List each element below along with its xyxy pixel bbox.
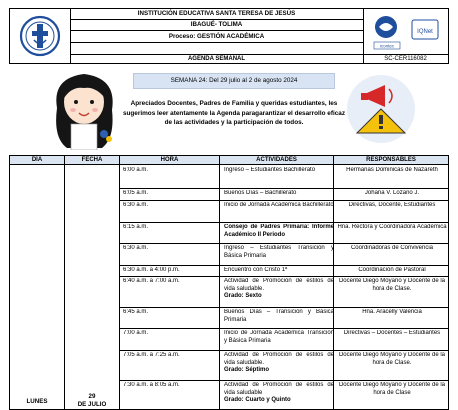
row-activity: Actividad de Promoción de estilos de vida saludable. Grado: Sexto: [224, 278, 334, 299]
doc-code: SC-CER116082: [384, 56, 427, 62]
row-time: 7:30 a.m. a 8:05 a.m.: [123, 382, 180, 388]
col-hora: HORA: [120, 156, 220, 166]
row-activity: Ingreso – Estudiantes Bachillerato: [224, 167, 316, 173]
table-header: [9, 155, 449, 165]
row-responsible: Docente Diego Moyano y Docente de la hora de Clase: [338, 382, 446, 396]
col-fecha: FECHA: [65, 156, 120, 166]
row-time: 6:15 a.m.: [123, 224, 149, 230]
date-number: 29: [88, 393, 96, 400]
row-activity: Ingreso – Estudiantes Transición y Básica Primaria: [224, 245, 334, 259]
row-activity: Actividad de Promoción de estilos de vida saludable. Grado: Séptimo: [224, 352, 334, 373]
col-dia: DÍA: [10, 156, 65, 166]
row-responsible: Directivas – Docentes – Estudiantes: [343, 330, 441, 336]
row-time: 6:05 a.m.: [123, 190, 149, 196]
row-responsible: Johana V. Lozano J.: [364, 190, 420, 196]
row-responsible: Docente Diego Moyano y Docente de la hora de Clase.: [338, 278, 446, 292]
col-actividades: ACTIVIDADES: [220, 156, 334, 166]
day-cell: LUNES: [26, 398, 48, 405]
row-activity: Buenos Días – Transición y Básica Primaria: [224, 309, 334, 323]
table-body: [9, 165, 449, 410]
col-responsables: RESPONSABLES: [366, 157, 416, 163]
girl-illustration-icon: [47, 68, 122, 150]
row-activity: Inicio de Jornada Académica Bachillerato: [224, 202, 334, 208]
institution-name: INSTITUCIÓN EDUCATIVA SANTA TERESA DE JESÚS: [70, 9, 363, 20]
welcome-message: Apreciados Docentes, Padres de Familia y queridas estudiantes, les sugerimos leer atentamente la Agenda paragarantizar el desarrollo eficaz de las actividades y la participación de todos.: [122, 100, 346, 126]
row-time: 6:30 a.m.: [123, 245, 149, 251]
week-banner: SEMANA 24: Del 29 julio al 2 de agosto 2024: [133, 73, 335, 89]
row-time: 7:00 a.m.: [123, 330, 149, 336]
certification-logos: [363, 9, 449, 54]
city: IBAGUÉ- TOLIMA: [70, 20, 363, 31]
row-time: 6:40 a.m. a 7:00 a.m.: [123, 278, 180, 284]
row-responsible: Directivas, Docente, Estudiantes: [348, 202, 436, 208]
row-time: 6:30 a.m.: [123, 202, 149, 208]
school-crest-icon: [10, 9, 71, 63]
svg-text:IQNet: IQNet: [417, 29, 433, 35]
row-activity: Inicio de Jornada Académica Transición y Básica Primaria: [224, 330, 334, 344]
iqnet-cert-icon: [412, 20, 438, 39]
doc-title: AGENDA SEMANAL: [70, 55, 364, 64]
row-time: 7:05 a.m. a 7:25 a.m.: [123, 352, 180, 358]
row-responsible: Hermanas Dominicas de Nazareth: [346, 167, 438, 173]
megaphone-warning-icon: [345, 73, 417, 145]
row-activity: Buenos Días – Bachillerato: [224, 190, 297, 196]
row-responsible: Docente Diego Moyano y Docente de la hora de Clase.: [338, 352, 446, 366]
row-activity-bold: Consejo de Padres Primaria: Informe Académico II Periodo: [224, 224, 334, 238]
row-responsible: Coordinadoras de Convivencia: [350, 245, 434, 251]
row-time: 6:45 a.m.: [123, 309, 149, 315]
row-responsible: Hna. Rectora y Coordinadora Académica: [337, 224, 447, 230]
row-time: 6:00 a.m.: [123, 167, 149, 173]
document-header: [9, 8, 449, 64]
process: Proceso: GESTIÓN ACADÉMICA: [70, 31, 363, 43]
row-activity: Actividad de Promoción de estilos de vida saludable Grado: Cuarto y Quinto: [224, 382, 334, 403]
row-responsible: Coordinación de Pastoral: [358, 267, 426, 273]
row-activity: Encuentro con Cristo 1ª: [224, 267, 288, 273]
date-month: DE JULIO: [77, 401, 107, 408]
svg-text:icontec: icontec: [379, 43, 395, 49]
row-time: 6:30 a.m. a 4:00 p.m.: [123, 267, 180, 273]
row-responsible: Hna. Aracelly Valencia: [362, 309, 422, 315]
